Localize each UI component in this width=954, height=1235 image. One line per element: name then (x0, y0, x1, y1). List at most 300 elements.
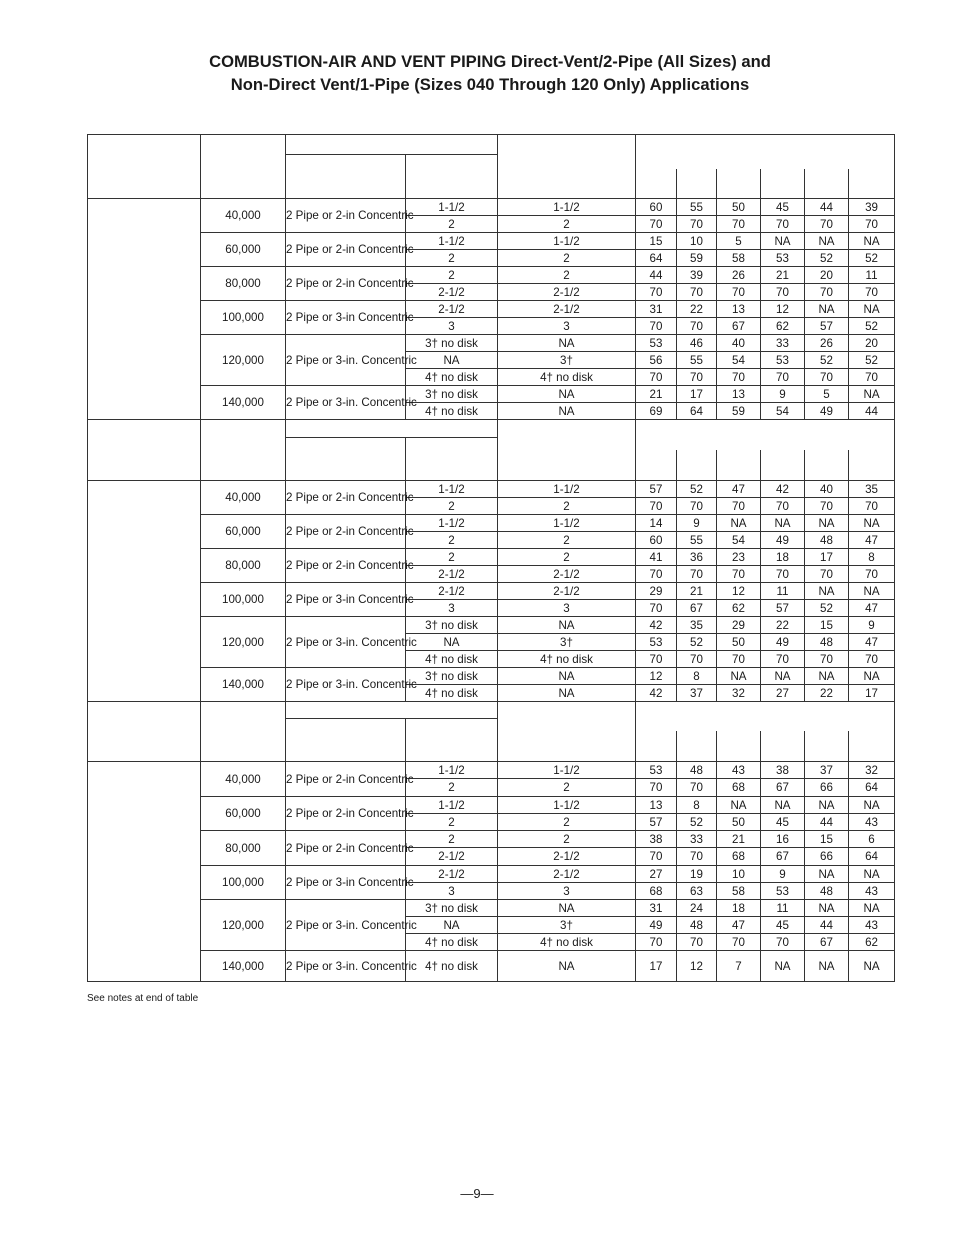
header-cell (286, 719, 406, 762)
pipe-length-cell: 70 (761, 566, 805, 583)
capacity-cell: 40,000 (201, 481, 286, 515)
pipe-length-cell: 57 (761, 600, 805, 617)
pipe-length-cell: NA (805, 866, 849, 883)
pipe-length-cell: 49 (761, 634, 805, 651)
pipe-length-cell: 44 (805, 814, 849, 831)
table-row (88, 515, 895, 532)
header-cell (849, 450, 895, 481)
vent-pipe-cell: NA (498, 668, 636, 685)
pipe-length-cell: 70 (677, 566, 717, 583)
pipe-length-cell: 8 (677, 668, 717, 685)
diameter-cell: 3† no disk (406, 900, 498, 917)
pipe-length-cell: 26 (805, 335, 849, 352)
pipe-length-cell: 70 (761, 284, 805, 301)
pipe-length-cell: 47 (849, 600, 895, 617)
vent-pipe-cell: 1-1/2 (498, 233, 636, 250)
pipe-length-cell: 15 (805, 831, 849, 848)
termination-cell: 2 Pipe or 2-in Concentric (286, 831, 406, 866)
vent-pipe-cell: 1-1/2 (498, 515, 636, 532)
header-cell (761, 731, 805, 762)
vent-pipe-cell: 1-1/2 (498, 762, 636, 779)
vent-pipe-cell: 2 (498, 216, 636, 233)
vent-pipe-cell: 3 (498, 318, 636, 335)
vent-pipe-cell: 2 (498, 267, 636, 284)
pipe-length-cell: 53 (761, 250, 805, 267)
pipe-length-cell: 44 (636, 267, 677, 284)
header-cell (498, 169, 636, 199)
vent-pipe-cell: NA (498, 335, 636, 352)
pipe-length-cell: 62 (717, 600, 761, 617)
pipe-length-cell: 15 (805, 617, 849, 634)
diameter-cell: 2 (406, 814, 498, 831)
vent-pipe-cell: 3† (498, 352, 636, 369)
diameter-cell: 3† no disk (406, 386, 498, 403)
pipe-length-cell: 70 (761, 216, 805, 233)
pipe-length-cell: NA (849, 515, 895, 532)
pipe-length-cell: NA (761, 515, 805, 532)
pipe-length-cell: 70 (849, 284, 895, 301)
termination-cell: 2 Pipe or 3-in Concentric (286, 583, 406, 617)
header-cell (88, 702, 201, 762)
pipe-length-cell: 70 (717, 651, 761, 668)
pipe-length-cell: 14 (636, 515, 677, 532)
termination-cell: 2 Pipe or 2-in Concentric (286, 199, 406, 233)
termination-cell: 2 Pipe or 2-in Concentric (286, 267, 406, 301)
vent-pipe-cell: 2 (498, 250, 636, 267)
pipe-length-cell: 70 (805, 284, 849, 301)
vent-pipe-cell: 1-1/2 (498, 481, 636, 498)
diameter-cell: 3† no disk (406, 617, 498, 634)
pipe-length-cell: NA (805, 797, 849, 814)
pipe-length-cell: 36 (677, 549, 717, 566)
capacity-cell: 120,000 (201, 617, 286, 668)
pipe-length-cell: 64 (677, 403, 717, 420)
pipe-length-cell: 48 (677, 917, 717, 934)
pipe-length-cell: 17 (636, 951, 677, 982)
header-cell (636, 420, 895, 450)
pipe-length-cell: 52 (677, 814, 717, 831)
pipe-length-cell: 64 (849, 848, 895, 866)
pipe-length-cell: 70 (677, 779, 717, 797)
pipe-length-cell: 47 (849, 532, 895, 549)
pipe-length-cell: 70 (761, 498, 805, 515)
diameter-cell: 1-1/2 (406, 515, 498, 532)
table-row (88, 267, 895, 284)
pipe-length-cell: 55 (677, 352, 717, 369)
pipe-length-cell: NA (849, 301, 895, 318)
pipe-length-cell: 52 (805, 250, 849, 267)
pipe-length-cell: 19 (677, 866, 717, 883)
pipe-length-cell: 64 (849, 779, 895, 797)
termination-cell: 2 Pipe or 3-in Concentric (286, 866, 406, 900)
pipe-length-cell: 32 (717, 685, 761, 702)
pipe-length-cell: 20 (805, 267, 849, 284)
header-cell (636, 135, 895, 169)
pipe-length-cell: 53 (761, 883, 805, 900)
pipe-length-cell: 67 (677, 600, 717, 617)
termination-cell: 2 Pipe or 3-in. Concentric (286, 900, 406, 951)
header-cell (88, 420, 201, 481)
pipe-length-cell: 53 (761, 352, 805, 369)
header-cell (677, 731, 717, 762)
vent-pipe-cell: 2-1/2 (498, 301, 636, 318)
header-cell (201, 420, 286, 481)
vent-pipe-cell: NA (498, 685, 636, 702)
diameter-cell: 2 (406, 779, 498, 797)
pipe-length-cell: 70 (636, 934, 677, 951)
pipe-length-cell: 52 (677, 481, 717, 498)
table-row (88, 668, 895, 685)
section-header-row (88, 135, 895, 155)
pipe-length-cell: 50 (717, 634, 761, 651)
pipe-length-cell: 13 (717, 386, 761, 403)
header-cell (636, 731, 677, 762)
capacity-cell: 120,000 (201, 900, 286, 951)
pipe-length-cell: 70 (636, 369, 677, 386)
table-body (88, 135, 895, 982)
termination-cell: 2 Pipe or 3-in. Concentric (286, 617, 406, 668)
pipe-length-cell: 48 (677, 762, 717, 779)
pipe-length-cell: 70 (636, 498, 677, 515)
pipe-length-cell: 33 (761, 335, 805, 352)
vent-piping-table (87, 134, 895, 982)
pipe-length-cell: 43 (717, 762, 761, 779)
diameter-cell: 3 (406, 318, 498, 335)
pipe-length-cell: 42 (761, 481, 805, 498)
diameter-cell: 2-1/2 (406, 583, 498, 600)
pipe-length-cell: 66 (805, 779, 849, 797)
pipe-length-cell: NA (849, 668, 895, 685)
pipe-length-cell: 31 (636, 900, 677, 917)
pipe-length-cell: 29 (636, 583, 677, 600)
pipe-length-cell: 26 (717, 267, 761, 284)
header-cell (201, 135, 286, 199)
capacity-cell: 40,000 (201, 762, 286, 797)
pipe-length-cell: 70 (805, 216, 849, 233)
header-cell (406, 438, 498, 481)
diameter-cell: NA (406, 634, 498, 651)
table-row (88, 301, 895, 318)
section-header-row (88, 420, 895, 438)
pipe-length-cell: 9 (761, 866, 805, 883)
pipe-length-cell: 10 (717, 866, 761, 883)
pipe-length-cell: 70 (717, 369, 761, 386)
diameter-cell: 2 (406, 498, 498, 515)
pipe-length-cell: 70 (805, 566, 849, 583)
pipe-length-cell: 57 (805, 318, 849, 335)
pipe-length-cell: 13 (717, 301, 761, 318)
pipe-length-cell: 53 (636, 335, 677, 352)
header-cell (677, 169, 717, 199)
header-cell (761, 169, 805, 199)
header-cell (498, 420, 636, 450)
diameter-cell: NA (406, 352, 498, 369)
pipe-length-cell: 52 (805, 600, 849, 617)
header-cell (761, 450, 805, 481)
pipe-length-cell: 44 (805, 917, 849, 934)
pipe-length-cell: 45 (761, 917, 805, 934)
pipe-length-cell: 70 (636, 848, 677, 866)
capacity-cell: 60,000 (201, 515, 286, 549)
footnote: See notes at end of table (87, 993, 199, 1004)
diameter-cell: 3† no disk (406, 335, 498, 352)
header-cell (286, 702, 498, 719)
pipe-length-cell: NA (761, 233, 805, 250)
diameter-cell: 2 (406, 549, 498, 566)
pipe-length-cell: NA (805, 301, 849, 318)
vent-pipe-cell: 3 (498, 600, 636, 617)
pipe-length-cell: 66 (805, 848, 849, 866)
pipe-length-cell: 70 (717, 216, 761, 233)
pipe-length-cell: 13 (636, 797, 677, 814)
vent-pipe-cell: 2-1/2 (498, 566, 636, 583)
pipe-length-cell: 56 (636, 352, 677, 369)
pipe-length-cell: 27 (636, 866, 677, 883)
header-cell (201, 702, 286, 762)
header-cell (498, 731, 636, 762)
pipe-length-cell: 9 (849, 617, 895, 634)
termination-cell: 2 Pipe or 3-in. Concentric (286, 386, 406, 420)
diameter-cell: 3† no disk (406, 668, 498, 685)
header-cell (636, 169, 677, 199)
pipe-length-cell: 68 (636, 883, 677, 900)
pipe-length-cell: 70 (717, 934, 761, 951)
pipe-length-cell: 70 (636, 600, 677, 617)
header-cell (88, 135, 201, 199)
pipe-length-cell: 70 (677, 318, 717, 335)
pipe-length-cell: NA (761, 668, 805, 685)
vent-pipe-cell: NA (498, 951, 636, 982)
diameter-cell: 4† no disk (406, 369, 498, 386)
pipe-length-cell: 37 (677, 685, 717, 702)
capacity-cell: 80,000 (201, 549, 286, 583)
header-cell (406, 719, 498, 762)
pipe-length-cell: 70 (677, 498, 717, 515)
termination-cell: 2 Pipe or 2-in Concentric (286, 549, 406, 583)
pipe-length-cell: 70 (849, 651, 895, 668)
pipe-length-cell: 17 (805, 549, 849, 566)
pipe-length-cell: 33 (677, 831, 717, 848)
diameter-cell: 2 (406, 250, 498, 267)
pipe-length-cell: 35 (677, 617, 717, 634)
pipe-length-cell: NA (717, 668, 761, 685)
pipe-length-cell: 70 (717, 566, 761, 583)
pipe-length-cell: 70 (717, 498, 761, 515)
table-row (88, 797, 895, 814)
table-row (88, 199, 895, 216)
pipe-length-cell: NA (805, 583, 849, 600)
pipe-length-cell: 12 (636, 668, 677, 685)
capacity-cell: 60,000 (201, 797, 286, 831)
pipe-length-cell: 42 (636, 617, 677, 634)
pipe-length-cell: 23 (717, 549, 761, 566)
vent-pipe-cell: 1-1/2 (498, 199, 636, 216)
pipe-length-cell: 70 (677, 651, 717, 668)
table-row (88, 617, 895, 634)
pipe-length-cell: 5 (805, 386, 849, 403)
pipe-length-cell: 67 (717, 318, 761, 335)
header-cell (498, 702, 636, 731)
pipe-length-cell: 29 (717, 617, 761, 634)
diameter-cell: 3 (406, 883, 498, 900)
pipe-length-cell: 52 (849, 250, 895, 267)
pipe-length-cell: NA (849, 386, 895, 403)
pipe-length-cell: 22 (805, 685, 849, 702)
table-row (88, 583, 895, 600)
vent-pipe-cell: 2-1/2 (498, 284, 636, 301)
termination-cell: 2 Pipe or 3-in. Concentric (286, 668, 406, 702)
diameter-cell: 2-1/2 (406, 848, 498, 866)
termination-cell: 2 Pipe or 2-in Concentric (286, 797, 406, 831)
pipe-length-cell: 70 (636, 566, 677, 583)
pipe-length-cell: 67 (761, 779, 805, 797)
pipe-length-cell: 21 (677, 583, 717, 600)
pipe-length-cell: 45 (761, 199, 805, 216)
pipe-length-cell: 70 (761, 369, 805, 386)
pipe-length-cell: 43 (849, 883, 895, 900)
pipe-length-cell: 35 (849, 481, 895, 498)
vent-pipe-cell: 2-1/2 (498, 848, 636, 866)
diameter-cell: 4† no disk (406, 403, 498, 420)
section-label-cell (88, 762, 201, 982)
diameter-cell: 1-1/2 (406, 199, 498, 216)
pipe-length-cell: 70 (761, 651, 805, 668)
pipe-length-cell: 43 (849, 814, 895, 831)
vent-pipe-cell: NA (498, 900, 636, 917)
vent-pipe-cell: 4† no disk (498, 934, 636, 951)
capacity-cell: 80,000 (201, 267, 286, 301)
pipe-length-cell: NA (717, 797, 761, 814)
header-cell (498, 450, 636, 481)
diameter-cell: 2 (406, 532, 498, 549)
pipe-length-cell: 18 (761, 549, 805, 566)
pipe-length-cell: NA (761, 951, 805, 982)
pipe-length-cell: NA (761, 797, 805, 814)
pipe-length-cell: 55 (677, 199, 717, 216)
pipe-length-cell: 44 (805, 199, 849, 216)
termination-cell: 2 Pipe or 2-in Concentric (286, 481, 406, 515)
pipe-length-cell: 16 (761, 831, 805, 848)
diameter-cell: 1-1/2 (406, 797, 498, 814)
vent-pipe-cell: 2 (498, 814, 636, 831)
pipe-length-cell: 42 (636, 685, 677, 702)
pipe-length-cell: 17 (849, 685, 895, 702)
table-row (88, 866, 895, 883)
pipe-length-cell: 49 (761, 532, 805, 549)
capacity-cell: 40,000 (201, 199, 286, 233)
pipe-length-cell: 70 (805, 369, 849, 386)
pipe-length-cell: 58 (717, 250, 761, 267)
pipe-length-cell: 40 (717, 335, 761, 352)
pipe-length-cell: 31 (636, 301, 677, 318)
pipe-length-cell: 47 (849, 634, 895, 651)
header-cell (677, 450, 717, 481)
pipe-length-cell: 53 (636, 762, 677, 779)
table-row (88, 335, 895, 352)
pipe-length-cell: 70 (849, 369, 895, 386)
pipe-length-cell: 12 (761, 301, 805, 318)
header-cell (286, 135, 498, 155)
pipe-length-cell: 70 (636, 216, 677, 233)
pipe-length-cell: 70 (805, 498, 849, 515)
pipe-length-cell: 70 (636, 779, 677, 797)
termination-cell: 2 Pipe or 2-in Concentric (286, 762, 406, 797)
page-number: —9— (460, 1186, 494, 1201)
pipe-length-cell: 70 (849, 498, 895, 515)
pipe-length-cell: 11 (761, 900, 805, 917)
pipe-length-cell: 11 (761, 583, 805, 600)
capacity-cell: 140,000 (201, 951, 286, 982)
pipe-length-cell: NA (849, 866, 895, 883)
vent-pipe-cell: 3 (498, 883, 636, 900)
termination-cell: 2 Pipe or 3-in. Concentric (286, 335, 406, 386)
pipe-length-cell: 70 (677, 216, 717, 233)
pipe-length-cell: 37 (805, 762, 849, 779)
table-row (88, 762, 895, 779)
header-cell (805, 450, 849, 481)
vent-pipe-cell: 2 (498, 831, 636, 848)
pipe-length-cell: 59 (677, 250, 717, 267)
pipe-length-cell: NA (849, 900, 895, 917)
pipe-length-cell: 5 (717, 233, 761, 250)
pipe-length-cell: 70 (636, 318, 677, 335)
vent-pipe-cell: 2-1/2 (498, 866, 636, 883)
pipe-length-cell: 70 (805, 651, 849, 668)
diameter-cell: 4† no disk (406, 651, 498, 668)
pipe-length-cell: 57 (636, 481, 677, 498)
pipe-length-cell: 67 (761, 848, 805, 866)
pipe-length-cell: 39 (849, 199, 895, 216)
pipe-length-cell: 38 (636, 831, 677, 848)
vent-pipe-cell: NA (498, 617, 636, 634)
termination-cell: 2 Pipe or 2-in Concentric (286, 515, 406, 549)
header-cell (849, 169, 895, 199)
diameter-cell: 2-1/2 (406, 284, 498, 301)
header-cell (636, 450, 677, 481)
diameter-cell: 1-1/2 (406, 762, 498, 779)
table-row (88, 831, 895, 848)
diameter-cell: 1-1/2 (406, 233, 498, 250)
diameter-cell: 2-1/2 (406, 866, 498, 883)
pipe-length-cell: 52 (677, 634, 717, 651)
pipe-length-cell: 8 (677, 797, 717, 814)
capacity-cell: 140,000 (201, 386, 286, 420)
pipe-length-cell: 54 (717, 532, 761, 549)
pipe-length-cell: 68 (717, 848, 761, 866)
pipe-length-cell: NA (805, 900, 849, 917)
pipe-length-cell: 58 (717, 883, 761, 900)
title-line-2: Non-Direct Vent/1-Pipe (Sizes 040 Through 120 Only) Applications (230, 75, 750, 94)
pipe-length-cell: 64 (636, 250, 677, 267)
pipe-length-cell: 24 (677, 900, 717, 917)
pipe-length-cell: 38 (761, 762, 805, 779)
pipe-length-cell: NA (849, 233, 895, 250)
section-label-cell (88, 481, 201, 702)
pipe-length-cell: 63 (677, 883, 717, 900)
pipe-length-cell: 49 (636, 917, 677, 934)
pipe-length-cell: 70 (636, 651, 677, 668)
header-cell (286, 420, 498, 438)
header-cell (636, 702, 895, 731)
pipe-length-cell: 53 (636, 634, 677, 651)
pipe-length-cell: 70 (677, 284, 717, 301)
section-label-cell (88, 199, 201, 420)
termination-cell: 2 Pipe or 3-in Concentric (286, 301, 406, 335)
pipe-length-cell: 70 (849, 216, 895, 233)
pipe-length-cell: 45 (761, 814, 805, 831)
pipe-length-cell: 21 (636, 386, 677, 403)
diameter-cell: 4† no disk (406, 685, 498, 702)
